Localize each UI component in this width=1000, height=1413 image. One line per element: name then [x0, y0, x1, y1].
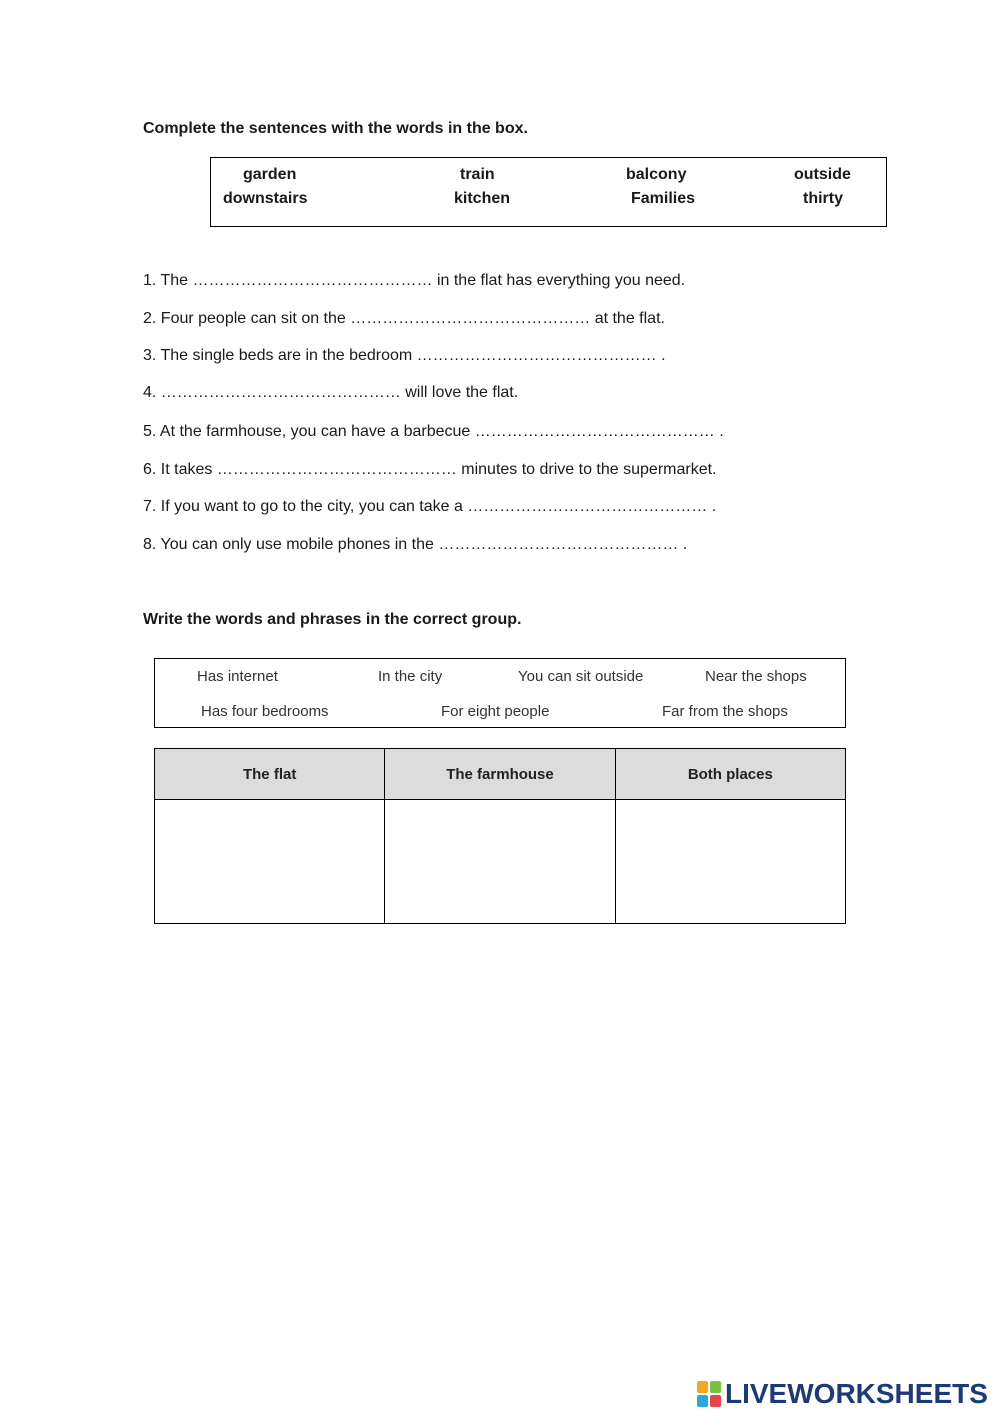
liveworksheets-logo — [697, 1377, 988, 1411]
word-box-item: train — [460, 166, 495, 183]
answer-cell-flat[interactable] — [155, 800, 385, 924]
logo-mark-icon — [697, 1381, 721, 1407]
logo-square — [710, 1395, 721, 1407]
phrase-box — [154, 658, 846, 728]
column-header-farmhouse: The farmhouse — [385, 749, 615, 800]
sentence-8: 8. You can only use mobile phones in the ……………………………………… . — [143, 536, 688, 553]
logo-square — [697, 1395, 708, 1407]
word-box-item: balcony — [626, 166, 687, 183]
word-box-item: kitchen — [454, 190, 511, 207]
logo-square — [697, 1381, 708, 1393]
word-box-item: outside — [794, 166, 851, 183]
phrase-item: In the city — [378, 668, 443, 685]
word-box-item: downstairs — [223, 190, 308, 207]
phrase-item: Has four bedrooms — [201, 703, 329, 720]
group-table-header-row — [155, 749, 846, 800]
word-box-item: thirty — [803, 190, 843, 207]
section1-heading: Complete the sentences with the words in the box. — [143, 120, 528, 137]
sentence-1: 1. The ……………………………………… in the flat has everything you need. — [143, 272, 686, 289]
sentence-2: 2. Four people can sit on the ……………………………………… at the flat. — [143, 310, 665, 327]
word-box-item: garden — [243, 166, 297, 183]
column-header-both: Both places — [615, 749, 845, 800]
sentence-4: 4. ……………………………………… will love the flat. — [143, 384, 519, 401]
word-box — [210, 157, 887, 227]
logo-text: LIVEWORKSHEETS — [725, 1378, 988, 1409]
sentence-6: 6. It takes ……………………………………… minutes to drive to the supermarket. — [143, 461, 717, 478]
phrase-item: Far from the shops — [662, 703, 788, 720]
sentence-7: 7. If you want to go to the city, you can take a ……………………………………… . — [143, 498, 717, 515]
group-table-answer-row — [155, 800, 846, 924]
word-box-item: Families — [631, 190, 696, 207]
column-header-flat: The flat — [155, 749, 385, 800]
phrase-item: You can sit outside — [518, 668, 644, 685]
phrase-item: For eight people — [441, 703, 550, 720]
answer-cell-farmhouse[interactable] — [385, 800, 615, 924]
section2-heading: Write the words and phrases in the correct group. — [143, 611, 522, 628]
phrase-item: Near the shops — [705, 668, 807, 685]
group-table — [154, 748, 846, 924]
sentence-5: 5. At the farmhouse, you can have a barbecue ……………………………………… . — [143, 423, 724, 440]
answer-cell-both[interactable] — [615, 800, 845, 924]
logo-square — [710, 1381, 721, 1393]
phrase-item: Has internet — [197, 668, 278, 685]
sentence-3: 3. The single beds are in the bedroom ……………………………………… . — [143, 347, 666, 364]
